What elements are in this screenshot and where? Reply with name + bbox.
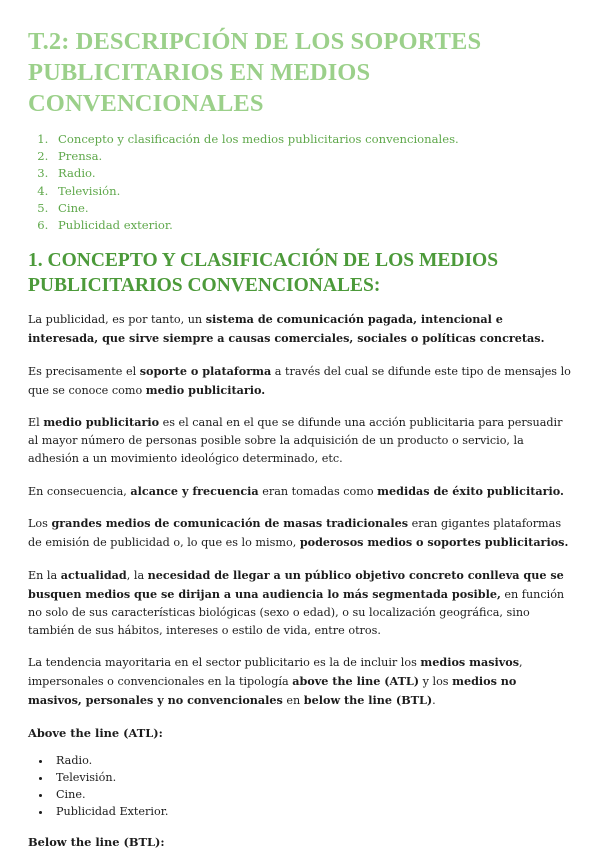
atl-heading: Above the line (ATL): [28, 725, 163, 740]
text: eran gigantes plataformas de emisión de publicidad o, lo que es lo mismo, [28, 517, 562, 550]
text: , impersonales o convencionales en la tipología [28, 656, 523, 689]
title-line-2: PUBLICITARIOS EN MEDIOS CONVENCIONALES [28, 59, 371, 117]
text: Los [28, 517, 52, 531]
text: y los [419, 675, 453, 689]
bold-text: actualidad [60, 567, 127, 582]
bold-text: medios masivos [420, 655, 520, 670]
bold-text: above the line (ATL) [292, 674, 420, 689]
title-line-1: T.2: DESCRIPCIÓN DE LOS SOPORTES [28, 28, 482, 55]
bold-text: necesidad de llegar a un público objetivo concreto conlleva que se busquen medios que se dirijan a una audiencia lo más segmentada posible, [28, 567, 564, 601]
bold-text: grandes medios de comunicación de masas tradicionales [51, 516, 409, 531]
bold-text: medio publicitario [43, 415, 160, 430]
list-item: • Radio. [52, 752, 572, 769]
atl-list [28, 752, 572, 821]
bold-text: below the line (BTL) [303, 693, 433, 708]
text: eran tomadas como [258, 484, 378, 498]
list-item: • Cine. [52, 786, 572, 803]
text: . [432, 694, 436, 708]
bold-text: medio publicitario. [145, 382, 266, 397]
section-1-heading-line-2: PUBLICITARIOS CONVENCIONALES: [28, 275, 381, 297]
text: En consecuencia, [28, 484, 131, 498]
toc-item: 5. Cine. [52, 200, 572, 217]
list-item: • Televisión. [52, 769, 572, 786]
text: En la [28, 568, 61, 582]
bold-text: medios no masivos, personales y no convencionales [28, 674, 517, 708]
paragraph-7 [28, 653, 572, 710]
list-item: • Publicidad Exterior. [52, 803, 572, 820]
section-1-heading [28, 248, 572, 298]
bold-text: soporte o plataforma [139, 363, 272, 378]
section-1-heading-line-1: 1. CONCEPTO Y CLASIFICACIÓN DE LOS MEDIOS [28, 250, 499, 272]
text: a través del cual se difunde este tipo de mensajes lo que se conoce como [28, 364, 571, 397]
text: es el canal en el que se difunde una acción publicitaria para persuadir al mayor número de personas posible sobre la adquisición de un producto o servicio, la adhesión a un movimiento ideológico determinado, etc. [28, 416, 563, 466]
bold-text: poderosos medios o soportes publicitarios. [299, 535, 569, 550]
toc-item: 4. Televisión. [52, 183, 572, 200]
text: El [28, 416, 44, 430]
bold-text: sistema de comunicación pagada, intencional e interesada, que sirve siempre a causas comerciales, sociales o políticas concretas. [28, 312, 545, 346]
btl-heading: Below the line (BTL): [28, 834, 165, 849]
table-of-contents [28, 131, 572, 234]
toc-item: 3. Radio. [52, 165, 572, 182]
bold-text: alcance y frecuencia [130, 483, 259, 498]
paragraph-4 [28, 482, 572, 501]
text: , la [126, 568, 148, 582]
text: en [282, 694, 304, 708]
text: Es precisamente el [28, 364, 140, 378]
document-title [28, 26, 572, 119]
paragraph-1 [28, 310, 572, 348]
paragraph-5 [28, 514, 572, 552]
paragraph-6 [28, 566, 572, 640]
text: La tendencia mayoritaria en el sector publicitario es la de incluir los [28, 656, 421, 670]
paragraph-3 [28, 413, 572, 468]
toc-item: 2. Prensa. [52, 148, 572, 165]
text: La publicidad, es por tanto, un [28, 313, 206, 327]
toc-item: 1. Concepto y clasificación de los medios publicitarios convencionales. [52, 131, 572, 148]
text: en función no solo de sus características biológicas (sexo o edad), o su localización geográfica, sino también de sus hábitos, intereses o estilo de vida, entre otros. [28, 587, 565, 637]
paragraph-2 [28, 362, 572, 400]
toc-item: 6. Publicidad exterior. [52, 217, 572, 234]
bold-text: medidas de éxito publicitario. [377, 483, 564, 498]
